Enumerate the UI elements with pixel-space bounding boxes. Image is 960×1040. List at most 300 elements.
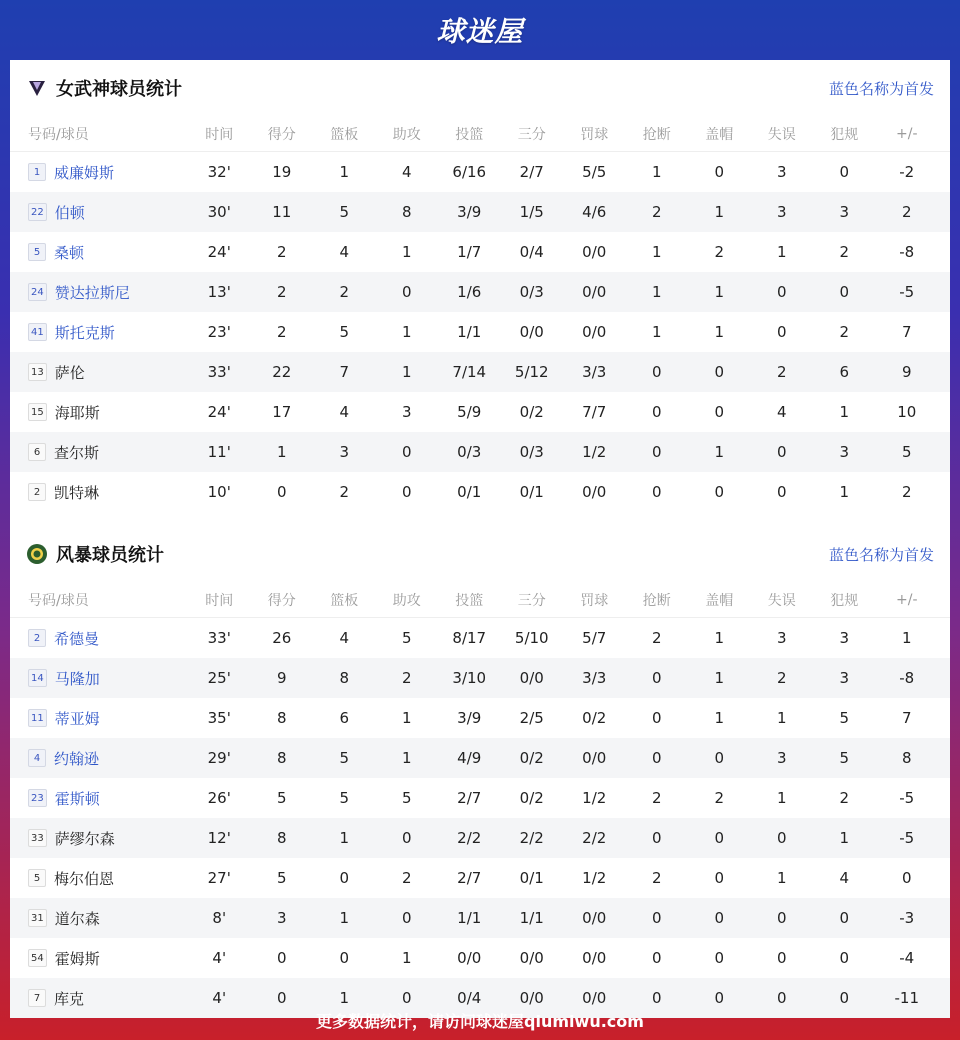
stat-cell: 30' (207, 203, 231, 221)
player-name-link[interactable]: 蒂亚姆 (54, 709, 100, 728)
stat-cell: 0/3 (519, 443, 544, 461)
player-name-link[interactable]: 库克 (54, 989, 85, 1008)
column-header[interactable]: 篮板 (330, 126, 359, 143)
stat-cell: 0 (276, 989, 287, 1007)
table-row[interactable] (10, 898, 950, 938)
player-cell (10, 868, 188, 889)
player-cell (10, 668, 188, 689)
stat-cell: 12' (207, 829, 231, 847)
stat-cell: 8 (901, 749, 912, 767)
stat-cell: 2 (276, 243, 287, 261)
player-cell (10, 908, 188, 929)
stat-cell: 8/17 (452, 629, 487, 647)
stat-cell: 4' (212, 949, 227, 967)
stat-cell: 2 (276, 323, 287, 341)
player-name-link[interactable]: 霍姆斯 (54, 949, 100, 968)
qiumiwu-logo: 球迷屋 (436, 15, 524, 48)
stat-cell: 1 (714, 443, 725, 461)
stat-cell: -8 (899, 243, 915, 261)
jersey-number-badge: 23 (28, 789, 47, 807)
stat-cell: -3 (899, 909, 915, 927)
team-header (10, 60, 950, 116)
stat-cell: 3/10 (452, 669, 487, 687)
stat-cell: 2 (339, 283, 350, 301)
table-row[interactable] (10, 778, 950, 818)
column-header[interactable]: 抢断 (642, 592, 671, 609)
table-row[interactable] (10, 192, 950, 232)
stat-cell: 8' (212, 909, 227, 927)
stat-cell: 0 (839, 909, 850, 927)
stat-cell: 19 (272, 163, 292, 181)
stat-cell: 2 (714, 243, 725, 261)
player-cell (10, 242, 188, 263)
stat-cell: 0 (839, 989, 850, 1007)
stat-cell: 5/5 (582, 163, 607, 181)
stat-cell: 1 (839, 403, 850, 421)
player-cell (10, 362, 188, 383)
column-header[interactable]: 投篮 (455, 592, 484, 609)
stat-cell: 0 (776, 829, 787, 847)
stat-cell: 1/1 (457, 909, 482, 927)
stat-cell: 0 (401, 909, 412, 927)
jersey-number-badge: 54 (28, 949, 47, 967)
jersey-number-badge: 5 (28, 243, 46, 261)
stat-cell: 1 (714, 709, 725, 727)
player-name-link[interactable]: 赞达拉斯尼 (54, 283, 130, 302)
stat-cell: 2 (901, 483, 912, 501)
stat-cell: 4 (339, 403, 350, 421)
stat-cell: 2 (401, 669, 412, 687)
stat-cell: 4/6 (582, 203, 607, 221)
stat-cell: 10' (207, 483, 231, 501)
player-name-link[interactable]: 萨伦 (54, 363, 85, 382)
stat-cell: 22 (272, 363, 292, 381)
stat-cell: 5 (339, 789, 350, 807)
stat-cell: 4/9 (457, 749, 482, 767)
stat-cell: 2 (901, 203, 912, 221)
column-header[interactable]: 失误 (767, 592, 796, 609)
stat-cell: 8 (276, 829, 287, 847)
stat-cell: 0/4 (519, 243, 544, 261)
stat-cell: 0 (714, 949, 725, 967)
stat-cell: 5/9 (457, 403, 482, 421)
player-cell (10, 788, 188, 809)
stat-cell: 8 (276, 749, 287, 767)
stat-cell: 1 (339, 829, 350, 847)
jersey-number-badge: 2 (28, 483, 46, 501)
stat-cell: 3 (839, 669, 850, 687)
table-row[interactable] (10, 312, 950, 352)
stat-cell: 4 (339, 629, 350, 647)
stat-cell: 1 (776, 869, 787, 887)
page-header (0, 0, 960, 60)
stat-cell: 0/0 (582, 989, 607, 1007)
jersey-number-badge: 15 (28, 403, 47, 421)
stat-cell: 1 (651, 323, 662, 341)
stat-cell: 0 (714, 749, 725, 767)
stat-cell: 7/7 (582, 403, 607, 421)
stat-cell: 1 (714, 629, 725, 647)
column-header[interactable]: 三分 (517, 592, 546, 609)
stat-cell: 3 (776, 163, 787, 181)
section-spacer (10, 512, 950, 526)
stat-cell: 0 (401, 443, 412, 461)
stat-cell: 6/16 (452, 163, 487, 181)
stat-cell: 5 (839, 749, 850, 767)
table-row[interactable] (10, 698, 950, 738)
column-header[interactable]: 犯规 (830, 592, 859, 609)
jersey-number-badge: 13 (28, 363, 47, 381)
stat-cell: 2 (776, 363, 787, 381)
stat-cell: 1 (401, 949, 412, 967)
stat-cell: 2 (839, 243, 850, 261)
team-title: 女武神球员统计 (56, 79, 182, 100)
column-header[interactable]: 投篮 (455, 126, 484, 143)
stat-cell: 1 (276, 443, 287, 461)
stat-cell: 2/2 (582, 829, 607, 847)
stat-cell: 2 (839, 323, 850, 341)
stat-cell: 0 (776, 323, 787, 341)
stat-cell: 2/2 (519, 829, 544, 847)
player-name-link[interactable]: 查尔斯 (54, 443, 100, 462)
stat-cell: 13' (207, 283, 231, 301)
stat-cell: 0/4 (457, 989, 482, 1007)
player-cell (10, 748, 188, 769)
stat-cell: 0/0 (519, 949, 544, 967)
stat-cell: 5 (401, 789, 412, 807)
stat-cell: 0/0 (582, 949, 607, 967)
column-header[interactable]: 篮板 (330, 592, 359, 609)
stat-cell: 3 (839, 443, 850, 461)
column-header[interactable]: 得分 (267, 126, 296, 143)
stat-cell: 2/2 (457, 829, 482, 847)
player-cell (10, 482, 188, 503)
stat-cell: 0 (839, 283, 850, 301)
player-cell (10, 402, 188, 423)
stat-cell: 1/5 (519, 203, 544, 221)
column-header[interactable]: 助攻 (392, 126, 421, 143)
table-row[interactable] (10, 152, 950, 192)
column-header[interactable]: 失误 (767, 126, 796, 143)
player-name-link[interactable]: 凯特琳 (54, 483, 100, 502)
stat-cell: 0 (651, 909, 662, 927)
stat-cell: 1 (339, 989, 350, 1007)
stat-cell: 0 (714, 403, 725, 421)
player-cell (10, 708, 188, 729)
stat-cell: -5 (899, 283, 915, 301)
player-cell (10, 162, 188, 183)
stat-cell: 0 (714, 909, 725, 927)
stat-cell: 8 (339, 669, 350, 687)
jersey-number-badge: 6 (28, 443, 46, 461)
valkyries-logo-icon (26, 77, 48, 99)
player-name-link[interactable]: 萨缪尔森 (54, 829, 115, 848)
column-header[interactable]: 盖帽 (705, 126, 734, 143)
stat-cell: 3/9 (457, 203, 482, 221)
stat-cell: 3/3 (582, 669, 607, 687)
player-cell (10, 828, 188, 849)
stat-cell: 1 (651, 243, 662, 261)
stat-cell: 2 (401, 869, 412, 887)
player-name-link[interactable]: 道尔森 (54, 909, 100, 928)
stat-cell: 3 (776, 203, 787, 221)
stat-cell: 0/1 (457, 483, 482, 501)
stat-cell: 0/0 (582, 909, 607, 927)
stat-cell: 1 (714, 669, 725, 687)
stat-cell: 0 (776, 989, 787, 1007)
jersey-number-badge: 31 (28, 909, 47, 927)
stat-cell: 1 (401, 363, 412, 381)
stat-cell: 24' (207, 243, 231, 261)
stat-cell: 0 (776, 283, 787, 301)
column-header[interactable]: 盖帽 (705, 592, 734, 609)
stat-cell: 1 (901, 629, 912, 647)
footer-banner[interactable] (0, 1000, 960, 1040)
table-row[interactable] (10, 858, 950, 898)
stat-cell: 0 (401, 829, 412, 847)
stat-cell: 7 (901, 323, 912, 341)
column-header[interactable]: 得分 (267, 592, 296, 609)
stat-cell: 1 (401, 323, 412, 341)
stat-cell: 1/1 (457, 323, 482, 341)
stat-cell: 33' (207, 629, 231, 647)
team-header (10, 526, 950, 582)
table-row[interactable] (10, 272, 950, 312)
stat-cell: 35' (207, 709, 231, 727)
stat-cell: 1 (401, 709, 412, 727)
stat-cell: 5 (839, 709, 850, 727)
stat-cell: 1 (401, 243, 412, 261)
stat-cell: 9 (901, 363, 912, 381)
player-cell (10, 202, 188, 223)
column-header[interactable]: +/- (896, 591, 918, 608)
stat-cell: 5 (401, 629, 412, 647)
column-header[interactable]: +/- (896, 125, 918, 142)
table-row[interactable] (10, 472, 950, 512)
stat-cell: 0/3 (519, 283, 544, 301)
stat-cell: 2 (339, 483, 350, 501)
player-cell (10, 628, 188, 649)
stat-cell: 5 (339, 203, 350, 221)
stat-cell: 2 (651, 869, 662, 887)
stat-cell: 1 (839, 483, 850, 501)
stat-cell: 0 (651, 669, 662, 687)
stat-cell: 0 (651, 749, 662, 767)
stat-cell: 17 (272, 403, 292, 421)
stat-cell: 3/3 (582, 363, 607, 381)
stat-cell: 3 (839, 203, 850, 221)
column-header[interactable]: 抢断 (642, 126, 671, 143)
player-cell (10, 282, 188, 303)
stat-cell: 2 (276, 283, 287, 301)
starter-legend-note: 蓝色名称为首发 (828, 545, 934, 564)
stat-cell: 0 (714, 989, 725, 1007)
stat-cell: -11 (894, 989, 919, 1007)
player-name-link[interactable]: 威廉姆斯 (54, 163, 115, 182)
stat-cell: 0 (839, 949, 850, 967)
stat-cell: 10 (897, 403, 917, 421)
stat-cell: -2 (899, 163, 915, 181)
stat-cell: 0 (714, 869, 725, 887)
jersey-number-badge: 24 (28, 283, 47, 301)
table-row[interactable] (10, 938, 950, 978)
footer-text: 更多数据统计，请访问球迷屋qiumiwu.com (316, 1011, 644, 1031)
player-name-link[interactable]: 马隆加 (54, 669, 100, 688)
stat-cell: 2/7 (457, 789, 482, 807)
stat-cell: 0/3 (457, 443, 482, 461)
stat-cell: 0/0 (519, 323, 544, 341)
stat-cell: 0 (714, 163, 725, 181)
stat-cell: 2 (776, 669, 787, 687)
table-row[interactable] (10, 818, 950, 858)
stat-cell: 0 (776, 443, 787, 461)
stat-cell: 2 (651, 789, 662, 807)
jersey-number-badge: 33 (28, 829, 47, 847)
stat-cell: 4' (212, 989, 227, 1007)
player-name-link[interactable]: 斯托克斯 (54, 323, 115, 342)
stat-cell: 4 (401, 163, 412, 181)
stat-cell: 1 (339, 163, 350, 181)
column-header[interactable]: 罚球 (580, 592, 609, 609)
stat-cell: 0 (651, 403, 662, 421)
stat-cell: 2 (651, 203, 662, 221)
stat-cell: 0 (776, 949, 787, 967)
table-row[interactable] (10, 738, 950, 778)
stat-cell: 1/2 (582, 789, 607, 807)
stat-cell: 0 (714, 483, 725, 501)
stat-cell: 4 (776, 403, 787, 421)
storm-logo-icon (26, 543, 48, 565)
stat-cell: 1 (776, 789, 787, 807)
table-row[interactable] (10, 352, 950, 392)
player-name-link[interactable]: 霍斯顿 (54, 789, 100, 808)
column-header[interactable]: 罚球 (580, 126, 609, 143)
stat-cell: 26 (272, 629, 292, 647)
table-row[interactable] (10, 658, 950, 698)
stat-cell: 8 (401, 203, 412, 221)
stat-cell: 0/0 (582, 483, 607, 501)
player-name-link[interactable]: 希德曼 (54, 629, 100, 648)
jersey-number-badge: 11 (28, 709, 47, 727)
stat-cell: 0/0 (582, 323, 607, 341)
column-header[interactable]: 号码/球员 (28, 592, 89, 609)
stat-cell: 0 (776, 909, 787, 927)
stat-cell: 1 (776, 243, 787, 261)
stat-cell: 6 (339, 709, 350, 727)
table-row[interactable] (10, 432, 950, 472)
stat-cell: 33' (207, 363, 231, 381)
player-cell (10, 322, 188, 343)
table-header-row (10, 116, 950, 152)
stat-cell: 0 (651, 443, 662, 461)
stat-cell: 1 (714, 283, 725, 301)
stat-cell: 0 (839, 163, 850, 181)
starter-legend-note: 蓝色名称为首发 (828, 79, 934, 98)
stat-cell: 5 (276, 869, 287, 887)
stat-cell: 3 (776, 629, 787, 647)
table-row[interactable] (10, 232, 950, 272)
jersey-number-badge: 41 (28, 323, 47, 341)
team-section (10, 60, 950, 512)
column-header[interactable]: 时间 (205, 126, 234, 143)
stat-cell: 2/7 (519, 163, 544, 181)
stat-cell: 0/2 (519, 749, 544, 767)
stat-cell: 0 (651, 483, 662, 501)
column-header[interactable]: 时间 (205, 592, 234, 609)
stat-cell: 26' (207, 789, 231, 807)
stat-cell: 0/2 (519, 403, 544, 421)
jersey-number-badge: 2 (28, 629, 46, 647)
stat-cell: 1 (401, 749, 412, 767)
stat-cell: 1 (839, 829, 850, 847)
stat-cell: -5 (899, 829, 915, 847)
stat-cell: 11' (207, 443, 231, 461)
stat-cell: 2 (839, 789, 850, 807)
stat-cell: 0 (651, 989, 662, 1007)
stat-cell: 7/14 (452, 363, 487, 381)
stat-cell: 2 (651, 629, 662, 647)
stat-cell: 0 (651, 829, 662, 847)
stat-cell: 24' (207, 403, 231, 421)
stat-cell: 3/9 (457, 709, 482, 727)
stat-cell: 0 (401, 483, 412, 501)
jersey-number-badge: 5 (28, 869, 46, 887)
stat-cell: 1 (339, 909, 350, 927)
stat-cell: 2/5 (519, 709, 544, 727)
stat-cell: 4 (339, 243, 350, 261)
stat-cell: 2/7 (457, 869, 482, 887)
player-name-link[interactable]: 桑顿 (54, 243, 85, 262)
jersey-number-badge: 7 (28, 989, 46, 1007)
column-header[interactable]: 助攻 (392, 592, 421, 609)
stat-cell: 0 (339, 949, 350, 967)
stat-cell: 0 (276, 483, 287, 501)
stat-cell: 29' (207, 749, 231, 767)
stat-cell: 3 (401, 403, 412, 421)
stat-cell: 0 (651, 949, 662, 967)
table-row[interactable] (10, 618, 950, 658)
stat-cell: -5 (899, 789, 915, 807)
stat-cell: 0 (401, 989, 412, 1007)
stat-cell: 0/0 (582, 283, 607, 301)
stat-cell: 32' (207, 163, 231, 181)
jersey-number-badge: 14 (28, 669, 47, 687)
column-header[interactable]: 号码/球员 (28, 126, 89, 143)
stat-cell: 0/1 (519, 483, 544, 501)
stat-cell: 0/0 (582, 749, 607, 767)
player-name-link[interactable]: 伯顿 (54, 203, 85, 222)
stat-cell: 0 (714, 829, 725, 847)
stat-cell: 1 (714, 323, 725, 341)
team-title: 风暴球员统计 (56, 545, 164, 566)
player-name-link[interactable]: 海耶斯 (54, 403, 100, 422)
player-name-link[interactable]: 梅尔伯恩 (54, 869, 115, 888)
player-name-link[interactable]: 约翰逊 (54, 749, 100, 768)
stat-cell: 0 (401, 283, 412, 301)
stat-cell: 0 (339, 869, 350, 887)
table-row[interactable] (10, 392, 950, 432)
column-header[interactable]: 犯规 (830, 126, 859, 143)
stat-cell: 1 (651, 163, 662, 181)
stat-cell: 5/12 (514, 363, 549, 381)
jersey-number-badge: 22 (28, 203, 47, 221)
stat-cell: 1 (776, 709, 787, 727)
column-header[interactable]: 三分 (517, 126, 546, 143)
stat-cell: 25' (207, 669, 231, 687)
jersey-number-badge: 1 (28, 163, 46, 181)
player-cell (10, 442, 188, 463)
stat-cell: 1 (714, 203, 725, 221)
